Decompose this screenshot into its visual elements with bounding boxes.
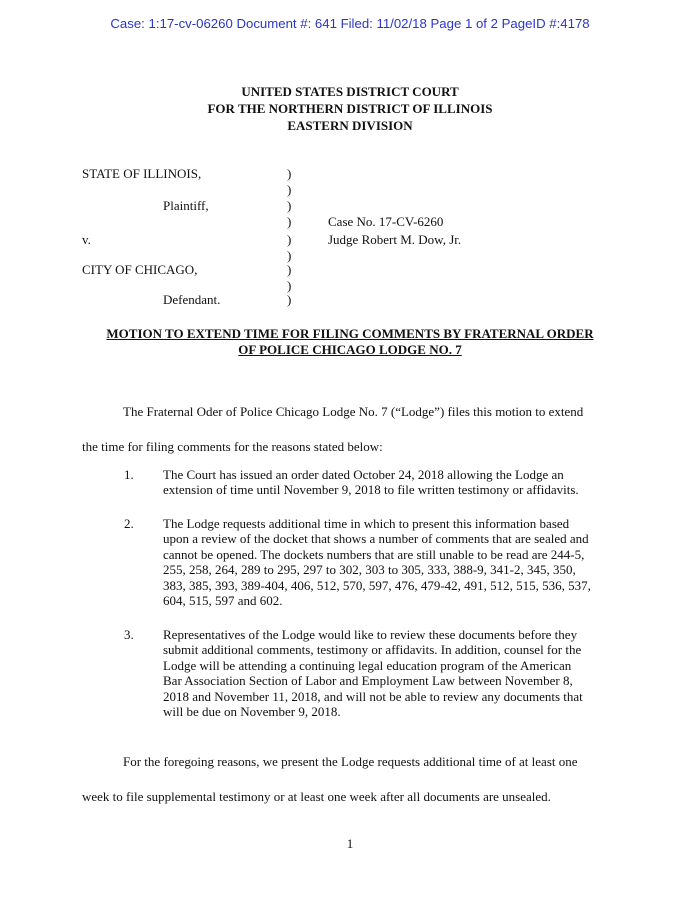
intro-line: the time for filing comments for the reasons stated below: [82, 439, 383, 454]
versus-label: v. [82, 232, 91, 247]
caption-bracket: ) [287, 278, 292, 293]
filing-stamp: Case: 1:17-cv-06260 Document #: 641 Filed: 11/02/18 Page 1 of 2 PageID #:4178 [110, 16, 590, 31]
case-number: Case No. 17-CV-6260 [328, 214, 444, 229]
motion-title [0, 326, 700, 358]
list-item-line: Representatives of the Lodge would like to review these documents before they [163, 627, 578, 642]
list-item-text [163, 627, 623, 719]
list-item-text [163, 467, 623, 498]
list-item-line: 2018 and November 11, 2018, and will not be able to review any documents that [163, 688, 583, 704]
caption-bracket: ) [287, 262, 292, 277]
list-item-number: 3. [124, 627, 134, 642]
list-item-number: 1. [124, 467, 134, 482]
conclusion-paragraph [82, 744, 622, 814]
list-item-number: 2. [124, 516, 134, 531]
list-item-line: Bar Association Section of Labor and Employment Law between November 8, [163, 673, 573, 689]
list-item-line: The Court has issued an order dated October 24, 2018 allowing the Lodge an [163, 467, 564, 482]
conclusion-line: week to file supplemental testimony or at least one week after all documents are unsealed. [82, 789, 551, 804]
caption-bracket: ) [287, 232, 292, 247]
plaintiff-name: STATE OF ILLINOIS, [82, 166, 202, 181]
motion-title-line: MOTION TO EXTEND TIME FOR FILING COMMENTS BY FRATERNAL ORDER [106, 326, 594, 341]
list-item-line: 383, 385, 393, 389-404, 406, 512, 570, 597, 476, 479-42, 491, 512, 515, 536, 537, [163, 577, 591, 593]
defendant-name: CITY OF CHICAGO, [82, 262, 198, 277]
list-item-line: The Lodge requests additional time in which to present this information based [163, 516, 570, 531]
judge-name: Judge Robert M. Dow, Jr. [328, 232, 462, 247]
list-item-line: cannot be opened. The dockets numbers that are still unable to be read are 244-5, [163, 546, 585, 562]
list-item-line: submit additional comments, testimony or affidavits. In addition, counsel for the [163, 642, 582, 658]
list-item-text [163, 516, 623, 608]
caption-bracket: ) [287, 198, 292, 213]
list-item-line: 604, 515, 597 and 602. [163, 593, 283, 609]
list-item-line: extension of time until November 9, 2018 to file written testimony or affidavits. [163, 482, 579, 498]
intro-paragraph [82, 394, 622, 464]
court-heading-line: EASTERN DIVISION [287, 118, 413, 133]
caption-bracket: ) [287, 248, 292, 263]
defendant-role: Defendant. [163, 292, 221, 307]
intro-line-text: The Fraternal Oder of Police Chicago Lodge No. 7 (“Lodge”) files this motion to extend [123, 404, 584, 419]
intro-line [82, 394, 622, 429]
motion-title-line: OF POLICE CHICAGO LODGE NO. 7 [238, 342, 462, 357]
list-item-line: will be due on November 9, 2018. [163, 704, 341, 720]
caption-bracket: ) [287, 214, 292, 229]
caption-bracket: ) [287, 182, 292, 197]
list-item-line: upon a review of the docket that shows a number of comments that are sealed and [163, 531, 589, 547]
court-heading-line: FOR THE NORTHERN DISTRICT OF ILLINOIS [207, 101, 493, 116]
plaintiff-role: Plaintiff, [163, 198, 209, 213]
list-item-line: Lodge will be attending a continuing legal education program of the American [163, 657, 572, 673]
page-number: 1 [346, 836, 354, 851]
caption-bracket: ) [287, 292, 292, 307]
caption-bracket: ) [287, 166, 292, 181]
court-heading [0, 83, 700, 134]
conclusion-line-text: For the foregoing reasons, we present the Lodge requests additional time of at least one [123, 754, 578, 769]
court-heading-line: UNITED STATES DISTRICT COURT [241, 84, 459, 99]
list-item-line: 255, 258, 264, 289 to 295, 297 to 302, 303 to 305, 333, 388-9, 341-2, 345, 350, [163, 562, 576, 578]
conclusion-line [82, 744, 622, 779]
